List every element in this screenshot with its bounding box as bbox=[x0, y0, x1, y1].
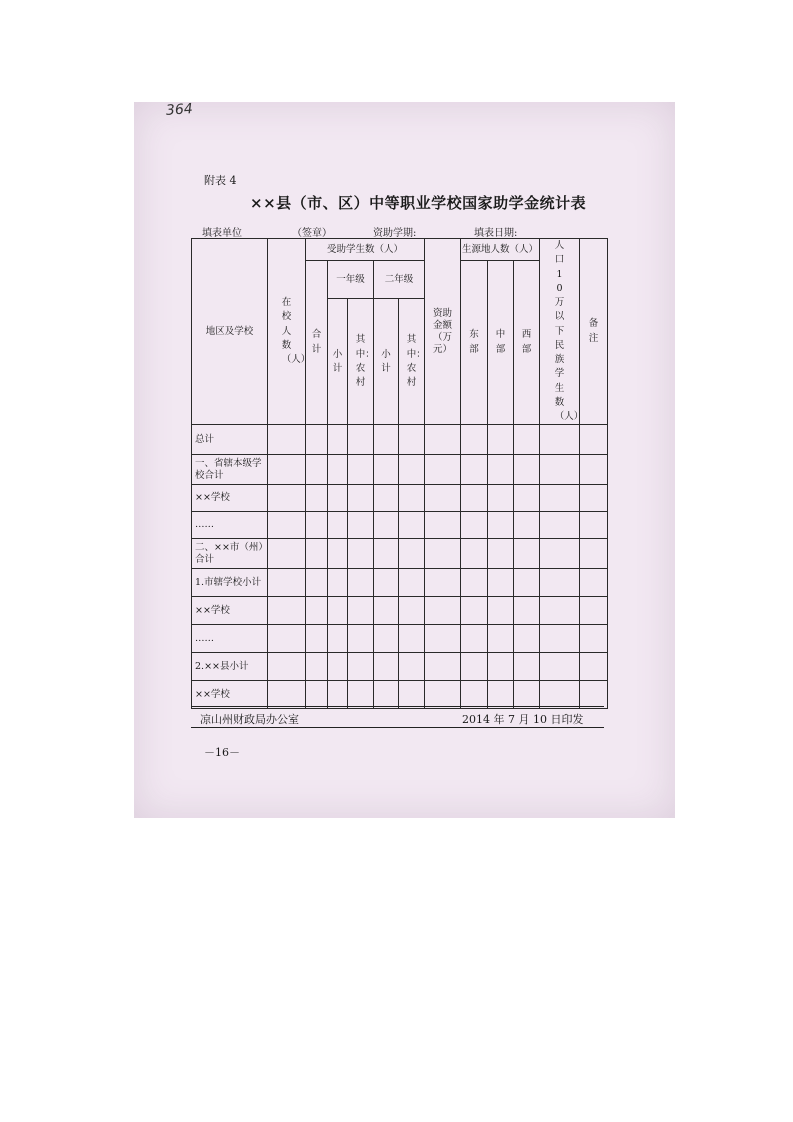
table-cell bbox=[580, 539, 608, 569]
table-cell bbox=[580, 485, 608, 512]
table-cell bbox=[328, 512, 348, 539]
period-label: 资助学期: bbox=[373, 228, 417, 239]
table-cell bbox=[399, 569, 425, 597]
table-cell bbox=[425, 597, 461, 625]
table-cell bbox=[374, 485, 399, 512]
table-cell bbox=[488, 625, 514, 653]
table-cell bbox=[306, 485, 328, 512]
table-cell bbox=[540, 681, 580, 709]
table-cell bbox=[425, 539, 461, 569]
table-cell bbox=[374, 569, 399, 597]
table-body bbox=[192, 425, 608, 709]
table-cell bbox=[374, 597, 399, 625]
header-middle: 中部 bbox=[488, 261, 514, 425]
header-region-school: 地区及学校 bbox=[192, 239, 268, 425]
row-label: 一、省辖本级学校合计 bbox=[192, 455, 268, 485]
table-cell bbox=[306, 455, 328, 485]
table-cell bbox=[306, 512, 328, 539]
table-cell bbox=[268, 625, 306, 653]
table-cell bbox=[306, 569, 328, 597]
table-cell bbox=[425, 425, 461, 455]
table-cell bbox=[540, 512, 580, 539]
table-cell bbox=[540, 455, 580, 485]
header-east: 东部 bbox=[461, 261, 488, 425]
table-cell bbox=[580, 455, 608, 485]
header-west: 西部 bbox=[514, 261, 540, 425]
table-cell bbox=[514, 512, 540, 539]
table-cell bbox=[399, 625, 425, 653]
row-label: 总计 bbox=[192, 425, 268, 455]
table-cell bbox=[399, 455, 425, 485]
table-cell bbox=[580, 681, 608, 709]
table-cell bbox=[425, 455, 461, 485]
table-cell bbox=[488, 569, 514, 597]
table-cell bbox=[580, 653, 608, 681]
table-cell bbox=[306, 425, 328, 455]
table-cell bbox=[514, 597, 540, 625]
header-enrolled: 在校人数（人） bbox=[268, 239, 306, 425]
table-cell bbox=[374, 512, 399, 539]
row-label: 二、××市（州）合计 bbox=[192, 539, 268, 569]
table-cell bbox=[328, 625, 348, 653]
table-row bbox=[192, 485, 608, 512]
table-cell bbox=[461, 569, 488, 597]
table-row bbox=[192, 512, 608, 539]
table-cell bbox=[488, 597, 514, 625]
header-remarks: 备注 bbox=[580, 239, 608, 425]
table-cell bbox=[399, 512, 425, 539]
table-cell bbox=[348, 681, 374, 709]
table-cell bbox=[374, 625, 399, 653]
header-amount: 资助金额（万元） bbox=[425, 239, 461, 425]
row-label: 1.市辖学校小计 bbox=[192, 569, 268, 597]
table-cell bbox=[268, 653, 306, 681]
header-total: 合计 bbox=[306, 261, 328, 425]
header-minority: 人口10万以下民族学生数（人） bbox=[540, 239, 580, 425]
table-cell bbox=[540, 485, 580, 512]
table-cell bbox=[514, 569, 540, 597]
table-cell bbox=[540, 569, 580, 597]
table-cell bbox=[399, 425, 425, 455]
table-cell bbox=[514, 681, 540, 709]
table-cell bbox=[328, 653, 348, 681]
table-cell bbox=[348, 625, 374, 653]
table-cell bbox=[461, 455, 488, 485]
table-cell bbox=[306, 597, 328, 625]
table-cell bbox=[268, 512, 306, 539]
table-cell bbox=[328, 597, 348, 625]
table-cell bbox=[580, 512, 608, 539]
scanned-page bbox=[134, 102, 675, 818]
table-cell bbox=[540, 539, 580, 569]
handwritten-note: 364 bbox=[165, 101, 194, 119]
table-cell bbox=[425, 485, 461, 512]
table-cell bbox=[461, 625, 488, 653]
fill-date-label: 填表日期: bbox=[474, 228, 518, 239]
table-cell bbox=[348, 653, 374, 681]
row-label: …… bbox=[192, 512, 268, 539]
table-row bbox=[192, 425, 608, 455]
table-cell bbox=[348, 539, 374, 569]
table-cell bbox=[306, 681, 328, 709]
table-row bbox=[192, 597, 608, 625]
table-cell bbox=[374, 653, 399, 681]
table-cell bbox=[580, 425, 608, 455]
row-label: ××学校 bbox=[192, 681, 268, 709]
table-cell bbox=[399, 539, 425, 569]
table-row bbox=[192, 539, 608, 569]
table-cell bbox=[374, 539, 399, 569]
table-row bbox=[192, 681, 608, 709]
table-row bbox=[192, 653, 608, 681]
table-cell bbox=[399, 681, 425, 709]
header-grade2-subtotal: 小计 bbox=[374, 299, 399, 425]
table-cell bbox=[348, 569, 374, 597]
table-cell bbox=[461, 539, 488, 569]
table-row bbox=[192, 569, 608, 597]
table-cell bbox=[540, 597, 580, 625]
table-cell bbox=[425, 512, 461, 539]
table-cell bbox=[540, 653, 580, 681]
table-cell bbox=[461, 425, 488, 455]
footer-issuer: 凉山州财政局办公室 bbox=[200, 713, 299, 726]
table-cell bbox=[514, 485, 540, 512]
table-cell bbox=[399, 597, 425, 625]
table-row bbox=[192, 455, 608, 485]
header-aided-count: 受助学生数（人） bbox=[306, 239, 425, 261]
table-cell bbox=[461, 653, 488, 681]
document-title: ××县（市、区）中等职业学校国家助学金统计表 bbox=[250, 194, 587, 212]
table-cell bbox=[425, 653, 461, 681]
footer-date: 2014 年 7 月 10 日印发 bbox=[462, 713, 584, 726]
table-cell bbox=[514, 653, 540, 681]
table-cell bbox=[514, 625, 540, 653]
table-cell bbox=[348, 597, 374, 625]
table-cell bbox=[461, 681, 488, 709]
table-cell bbox=[328, 455, 348, 485]
table-cell bbox=[514, 539, 540, 569]
table-cell bbox=[268, 425, 306, 455]
statistics-table bbox=[191, 238, 608, 709]
table-cell bbox=[514, 425, 540, 455]
table-cell bbox=[580, 597, 608, 625]
table-cell bbox=[461, 485, 488, 512]
table-row bbox=[192, 625, 608, 653]
table-cell bbox=[374, 455, 399, 485]
table-cell bbox=[374, 681, 399, 709]
table-cell bbox=[425, 569, 461, 597]
row-label: ××学校 bbox=[192, 597, 268, 625]
appendix-label: 附表 4 bbox=[204, 174, 237, 187]
header-grade1: 一年级 bbox=[328, 261, 374, 299]
table-cell bbox=[328, 425, 348, 455]
table-cell bbox=[488, 455, 514, 485]
table-cell bbox=[488, 485, 514, 512]
header-grade1-rural: 其中：农村 bbox=[348, 299, 374, 425]
table-cell bbox=[328, 681, 348, 709]
table-cell bbox=[268, 569, 306, 597]
header-grade2-rural: 其中：农村 bbox=[399, 299, 425, 425]
table-cell bbox=[328, 539, 348, 569]
table-cell bbox=[540, 625, 580, 653]
table-cell bbox=[348, 455, 374, 485]
header-grade2: 二年级 bbox=[374, 261, 425, 299]
table-cell bbox=[268, 485, 306, 512]
seal-label: （签章） bbox=[292, 228, 332, 239]
page-number: －16－ bbox=[204, 746, 240, 759]
table-cell bbox=[306, 653, 328, 681]
table-cell bbox=[580, 569, 608, 597]
table-cell bbox=[399, 485, 425, 512]
fill-unit-label: 填表单位 bbox=[202, 228, 242, 239]
table-cell bbox=[268, 597, 306, 625]
table-cell bbox=[488, 539, 514, 569]
table-cell bbox=[306, 625, 328, 653]
row-label: 2.××县小计 bbox=[192, 653, 268, 681]
table-cell bbox=[461, 512, 488, 539]
header-origin: 生源地人数（人） bbox=[461, 239, 540, 261]
table-cell bbox=[268, 455, 306, 485]
table-cell bbox=[425, 625, 461, 653]
header-grade1-subtotal: 小计 bbox=[328, 299, 348, 425]
table-cell bbox=[328, 485, 348, 512]
row-label: …… bbox=[192, 625, 268, 653]
table-cell bbox=[348, 425, 374, 455]
table-cell bbox=[328, 569, 348, 597]
table-cell bbox=[488, 425, 514, 455]
table-cell bbox=[425, 681, 461, 709]
table-cell bbox=[488, 681, 514, 709]
table-cell bbox=[488, 512, 514, 539]
table-cell bbox=[348, 512, 374, 539]
table-cell bbox=[580, 625, 608, 653]
table-cell bbox=[348, 485, 374, 512]
table-cell bbox=[488, 653, 514, 681]
table-cell bbox=[306, 539, 328, 569]
table-cell bbox=[514, 455, 540, 485]
table-cell bbox=[399, 653, 425, 681]
row-label: ××学校 bbox=[192, 485, 268, 512]
footer-rule-top bbox=[191, 706, 604, 707]
table-cell bbox=[540, 425, 580, 455]
table-cell bbox=[268, 539, 306, 569]
footer-rule-bottom bbox=[191, 727, 604, 728]
table-cell bbox=[374, 425, 399, 455]
table-cell bbox=[268, 681, 306, 709]
table-cell bbox=[461, 597, 488, 625]
